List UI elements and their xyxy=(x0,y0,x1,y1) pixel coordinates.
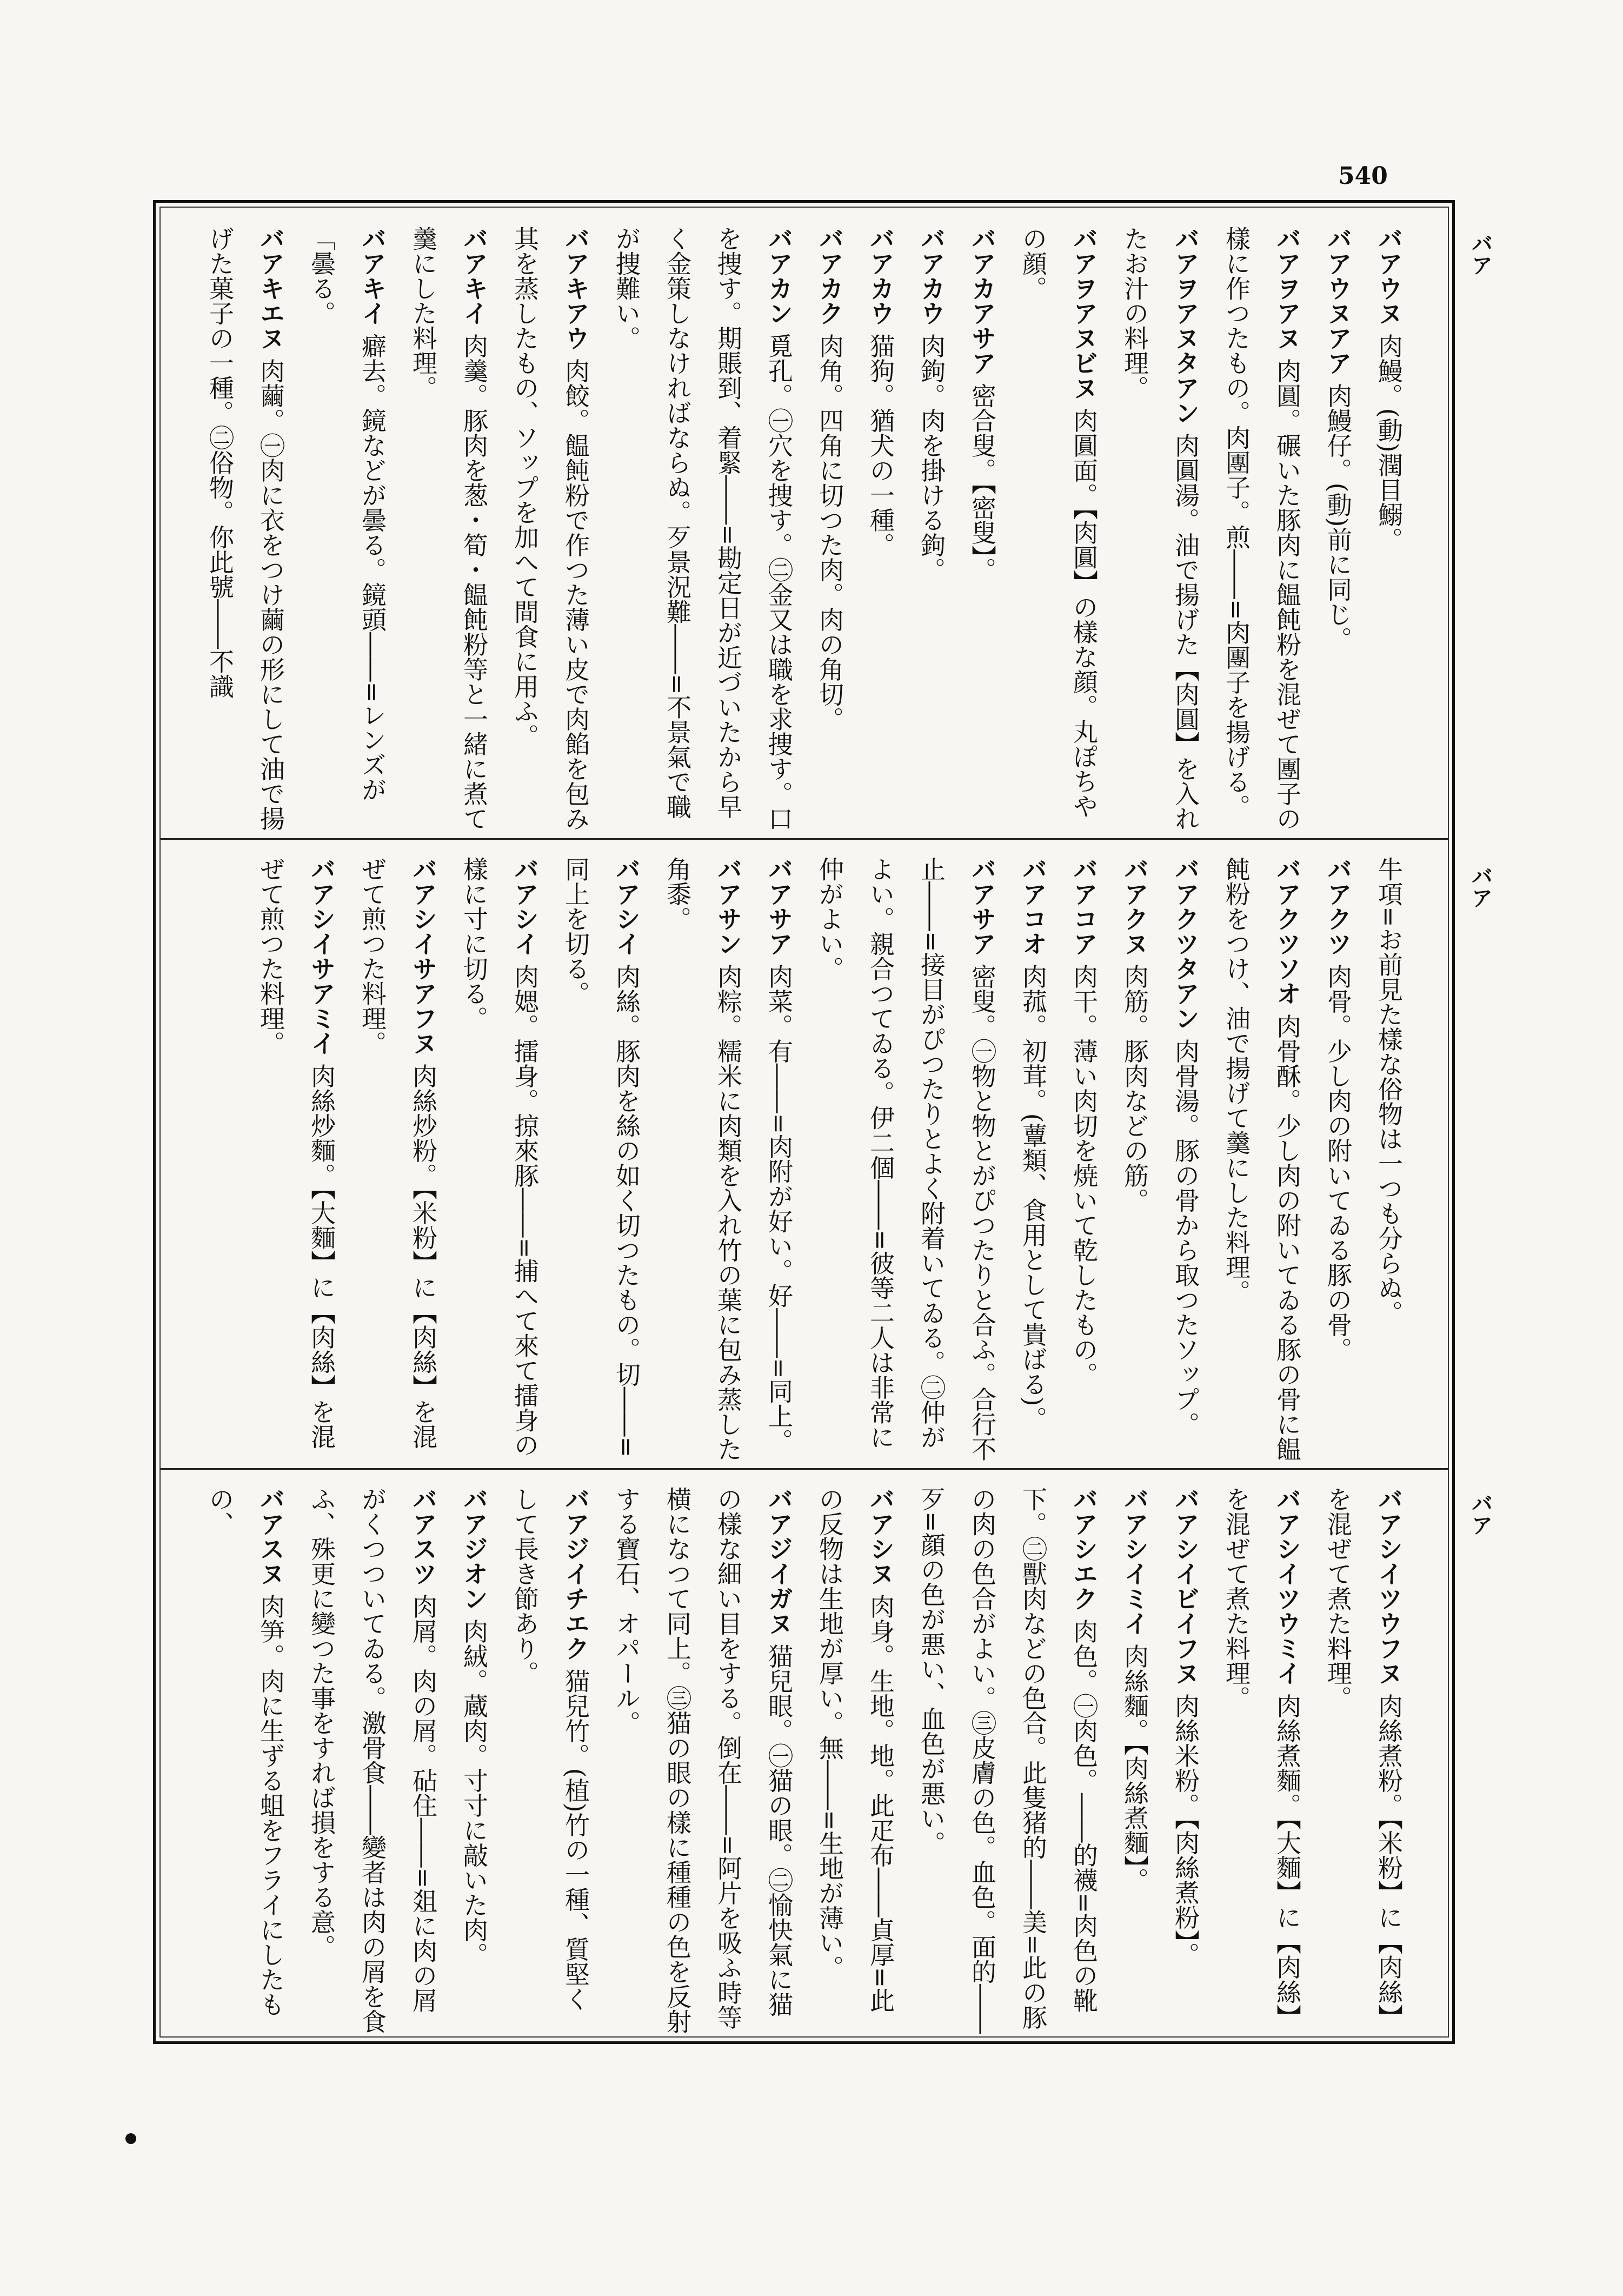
entry-definition: 肉絲麵。【肉絲煮麵】。 xyxy=(1120,1643,1149,1893)
entry-definition: 肉絲。豚肉を絲の如く切つたもの。切――=同上を切る。 xyxy=(561,857,641,1458)
dictionary-entry xyxy=(449,841,550,1466)
entry-headword: バアシイビイフヌ xyxy=(1171,1487,1200,1685)
entry-headword: バアジオン xyxy=(460,1487,489,1611)
dictionary-entry xyxy=(906,211,957,836)
entry-headword: バアシイツウミイ xyxy=(1273,1487,1302,1685)
entry-headword: バアジイガヌ xyxy=(764,1487,794,1636)
entry-definition: 肉笋。肉に生ずる蛆をフライにしたもの、 xyxy=(205,1487,285,2017)
section-divider xyxy=(161,838,1448,840)
dictionary-entry xyxy=(1008,841,1059,1466)
dictionary-entry xyxy=(347,841,449,1466)
dictionary-entry xyxy=(1313,1471,1414,2035)
entry-definition: 肉干。薄い肉切を焼いて乾したもの。 xyxy=(1069,964,1099,1387)
entry-headword: バアカアサア xyxy=(968,226,997,375)
dictionary-entry xyxy=(652,841,754,1466)
entry-definition: 肉菜。有――=肉附が好い。好――=同上。 xyxy=(764,964,794,1454)
dictionary-entry xyxy=(449,1471,500,2035)
entry-definition: 肉絲煮粉。【米粉】に【肉絲】を混ぜて煮た料理。 xyxy=(1323,1487,1404,2029)
dictionary-section-top xyxy=(162,211,1447,836)
entry-definition: 肉骨湯。豚の骨から取つたソップ。 xyxy=(1171,1038,1200,1437)
entry-headword: バアシイサアフヌ xyxy=(409,857,438,1056)
entry-definition: 覓孔。㊀穴を捜す。㊁金又は職を求捜す。口を捜す。期賬到、着緊――=勘定日が近づいたから早く金策しなければならぬ。歹景況難――=不景氣で職が捜難い。 xyxy=(612,226,794,831)
entry-definition: 肉圓湯。油で揚げた【肉圓】を入れたお汁の料理。 xyxy=(1120,226,1200,831)
entry-definition: 肉鉤。肉を掛ける鉤。 xyxy=(917,333,946,582)
dictionary-entry xyxy=(1109,1471,1160,2035)
dictionary-entry xyxy=(195,1471,296,2035)
entry-headword: バアサア xyxy=(968,857,997,956)
dictionary-entry xyxy=(957,211,1008,836)
entry-definition: 密叟。㊀物と物とがぴつたりと合ふ。合行不止――=接目がぴつたりとよく附着いてゐる。㊁仲がよい。親合つてゐる。伊二個――=彼等二人は非常に仲がよい。 xyxy=(815,857,997,1462)
entry-definition: 肉粽。糯米に肉類を入れ竹の葉に包み蒸した角黍。 xyxy=(663,857,743,1462)
entry-headword: バアコオ xyxy=(1019,857,1048,956)
entry-headword: バアシイミイ xyxy=(1120,1487,1149,1636)
entry-headword: バアシイツウフヌ xyxy=(1374,1487,1404,1685)
entry-definition: 肉餃。饂飩粉で作つた薄い皮で肉餡を包み其を蒸したもの、ソップを加へて間食に用ふ。 xyxy=(510,226,590,831)
entry-headword: バアシヌ xyxy=(866,1487,895,1586)
entry-headword: バアコア xyxy=(1069,857,1099,956)
entry-headword: バアキイ xyxy=(460,226,489,326)
dictionary-entry xyxy=(804,841,1008,1466)
entry-headword: バアキアウ xyxy=(561,226,590,350)
dictionary-entry xyxy=(804,211,855,836)
entry-headword: バアシイ xyxy=(510,857,540,956)
running-head-bottom: バア xyxy=(1468,1492,1493,1536)
dictionary-entry xyxy=(296,211,398,836)
dictionary-entry xyxy=(1109,841,1160,1466)
entry-definition: 癖去。鏡などが曇る。鏡頭――=レンズが「曇る。 xyxy=(307,226,387,802)
dictionary-entry xyxy=(1160,1471,1211,2035)
entry-headword: バアスヌ xyxy=(256,1487,285,1586)
dictionary-section-middle xyxy=(162,841,1447,1466)
entry-headword: バアカウ xyxy=(866,226,895,326)
entry-definition: 肉菰。初茸。(蕈類、食用として貴ばる)。 xyxy=(1019,964,1048,1431)
running-head-middle: バア xyxy=(1468,865,1493,908)
dictionary-entry xyxy=(601,211,804,836)
dictionary-entry xyxy=(1160,841,1211,1466)
entry-headword: バアウヌアア xyxy=(1323,226,1353,375)
dictionary-section-bottom xyxy=(162,1471,1447,2035)
entry-headword: バアヲアヌビヌ xyxy=(1069,226,1099,400)
dictionary-entry xyxy=(1363,211,1414,836)
dictionary-entry xyxy=(1211,841,1313,1466)
entry-definition: 肉圓。碾いた豚肉に饂飩粉を混ぜて團子の樣に作つたもの。肉團子。煎――=肉團子を揚げる。 xyxy=(1222,226,1302,831)
section-divider xyxy=(161,1468,1448,1470)
entry-definition: 肉絲炒麵。【大麵】に【肉絲】を混ぜて煎つた料理。 xyxy=(256,857,336,1449)
entry-definition: 牛項=お前見た樣な俗物は一つも分らぬ。 xyxy=(1374,857,1404,1325)
dictionary-entry xyxy=(1313,841,1363,1466)
entry-headword: バアクツ xyxy=(1323,857,1353,956)
entry-headword: バアヲアヌ xyxy=(1273,226,1302,350)
entry-definition: 猫兒竹。(植)竹の一種、質堅くして長き節あり。 xyxy=(510,1487,590,2012)
entry-definition: 肉筋。豚肉などの筋。 xyxy=(1120,964,1149,1213)
entry-columns xyxy=(162,211,1447,836)
entry-definition: 猫狗。猶犬の一種。 xyxy=(866,333,895,558)
entry-headword: バアカク xyxy=(815,226,844,326)
entry-definition: 肉圓面。【肉圓】の樣な顔。丸ぽちやの顔。 xyxy=(1019,226,1099,819)
entry-definition: 密合叟。【密叟】。 xyxy=(968,383,997,582)
entry-headword: バアキエヌ xyxy=(256,226,285,350)
entry-headword: バアカウ xyxy=(917,226,946,326)
dictionary-entry xyxy=(804,1471,906,2035)
dictionary-entry xyxy=(906,1471,1109,2035)
dictionary-entry xyxy=(195,211,296,836)
entry-headword: バアシイ xyxy=(612,857,641,956)
entry-headword: バアカン xyxy=(764,226,794,326)
running-head-top: バア xyxy=(1468,233,1493,276)
entry-headword: バアサア xyxy=(764,857,794,956)
entry-headword: バアサン xyxy=(714,857,743,956)
entry-definition: 肉色。㊀肉色。――的襪=肉色の靴下。㊁獸肉などの色合。此隻猪的――美=此の豚の肉の色合がよい。㊂皮膚の色。血色。面的――歹=顔の色が悪い、血色が悪い。 xyxy=(917,1487,1099,2034)
dictionary-entry xyxy=(500,1471,601,2035)
dictionary-entry xyxy=(754,841,804,1466)
entry-definition: 肉角。四角に切つた肉。肉の角切。 xyxy=(815,333,844,732)
page-number: 540 xyxy=(1338,162,1388,190)
entry-headword: バアスツ xyxy=(409,1487,438,1586)
margin-bullet xyxy=(125,2133,136,2144)
dictionary-entry xyxy=(1059,841,1109,1466)
entry-definition: 肉絲煮麵。【大麵】に【肉絲】を混ぜて煮た料理。 xyxy=(1222,1487,1302,2029)
entry-definition: 肉身。生地。地。此疋布――貞厚=此の反物は生地が厚い。無――=生地が薄い。 xyxy=(815,1487,895,2013)
dictionary-entry xyxy=(1008,211,1109,836)
dictionary-entry xyxy=(296,1471,449,2035)
entry-headword: バアクツタアン xyxy=(1171,857,1200,1031)
entry-definition: 肉屑。肉の屑。砧住――=爼に肉の屑がくつついてゐる。激骨食――變者は肉の屑を食ふ、殊更に變つた事をすれば損をする意。 xyxy=(307,1487,438,2034)
dictionary-entry xyxy=(398,211,500,836)
entry-headword: バアジイチエク xyxy=(561,1487,590,1661)
entry-headword: バアウヌ xyxy=(1374,226,1404,326)
entry-definition: 肉鰻仔。(動)前に同じ。 xyxy=(1323,383,1353,652)
dictionary-entry xyxy=(1211,1471,1313,2035)
entry-headword: バアヲアヌタアン xyxy=(1171,226,1200,425)
entry-definition: 肉鰻。(動)潤目鰯。 xyxy=(1374,333,1404,552)
dictionary-entry xyxy=(245,841,347,1466)
dictionary-entry xyxy=(500,211,601,836)
entry-columns xyxy=(162,1471,1447,2035)
entry-definition: 肉絲炒粉。【米粉】に【肉絲】を混ぜて煎つた料理。 xyxy=(358,857,438,1449)
entry-headword: バアシエク xyxy=(1069,1487,1099,1611)
dictionary-entry xyxy=(601,1471,804,2035)
entry-definition: 肉絲米粉。【肉絲煮粉】。 xyxy=(1171,1693,1200,1967)
entry-definition: 肉骨。少し肉の附いてゐる豚の骨。 xyxy=(1323,964,1353,1362)
dictionary-entry xyxy=(855,211,906,836)
entry-headword: バアシイサアミイ xyxy=(307,857,336,1056)
dictionary-entry xyxy=(550,841,652,1466)
entry-headword: バアクツソオ xyxy=(1273,857,1302,1006)
entry-headword: バアキイ xyxy=(358,226,387,326)
entry-definition: 肉羹。豚肉を葱・筍・饂飩粉等と一緒に煮て羹にした料理。 xyxy=(409,226,489,831)
dictionary-entry xyxy=(1313,211,1363,836)
entry-definition: 肉絨。蔵肉。寸寸に敲いた肉。 xyxy=(460,1618,489,1967)
entry-definition: 肉骨酥。少し肉の附いてゐる豚の骨に饂飩粉をつけ、油で揚げて羹にした料理。 xyxy=(1222,857,1302,1462)
dictionary-entry xyxy=(1363,841,1414,1466)
dictionary-entry xyxy=(1109,211,1211,836)
entry-definition: 猫兒眼。㊀猫の眼。㊁愉快氣に猫の樣な細い目をする。倒在――=阿片を吸ふ時等横になつて同上。㊂猫の眼の樣に種種の色を反射する寶石、オパール。 xyxy=(612,1487,794,2034)
dictionary-entry xyxy=(1211,211,1313,836)
entry-definition: 肉繭。㊀肉に衣をつけ繭の形にして油で揚げた菓子の一種。㊁俗物。你此號――不識 xyxy=(205,226,285,831)
entry-columns xyxy=(162,841,1447,1466)
entry-definition: 肉媤。擂身。掠來豚――=捕へて來て擂身の樣に寸に切る。 xyxy=(460,857,540,1458)
entry-headword: バアクヌ xyxy=(1120,857,1149,956)
